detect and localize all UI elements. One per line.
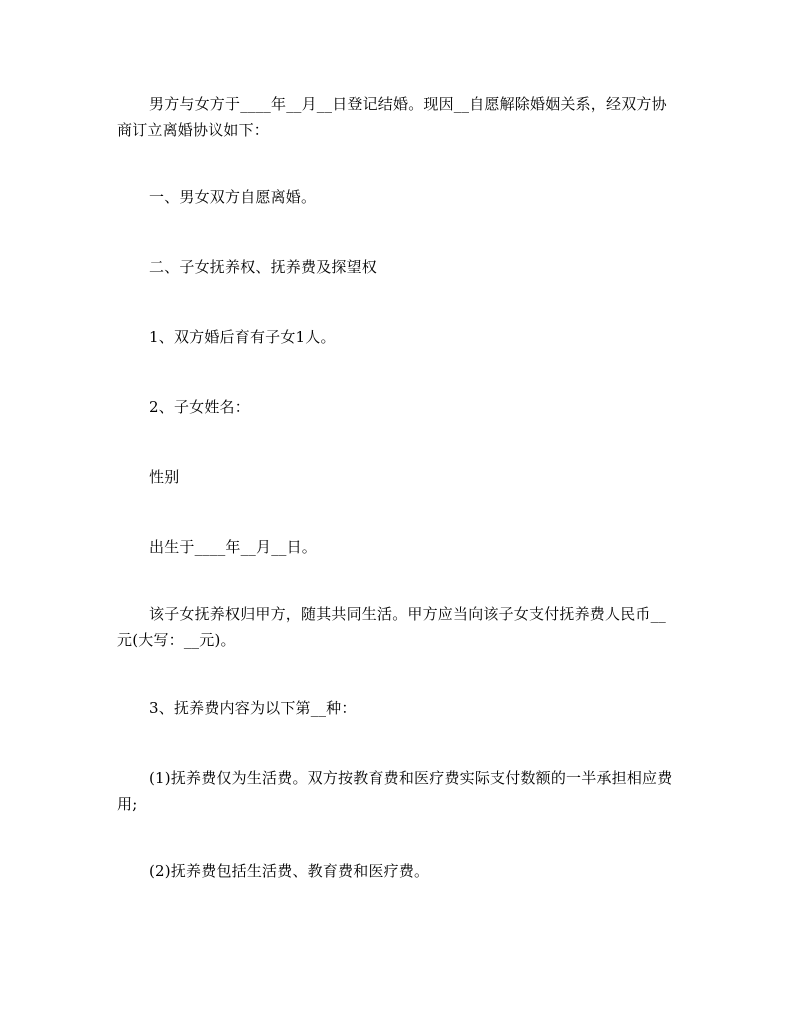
item-support-type: 3、抚养费内容为以下第__种： (149, 699, 357, 717)
option-living-expenses-only: (1)抚养费仅为生活费。双方按教育费和医疗费实际支付数额的一半承担相应费用; (117, 769, 673, 813)
clause-voluntary-divorce: 一、男女双方自愿离婚。 (149, 188, 317, 206)
clause-child-custody-heading: 二、子女抚养权、抚养费及探望权 (149, 258, 378, 276)
item-child-gender: 性别 (149, 468, 180, 486)
option-all-expenses: (2)抚养费包括生活费、教育费和医疗费。 (149, 862, 430, 880)
item-child-birthdate: 出生于____年__月__日。 (149, 538, 318, 556)
paragraph-marriage-registration: 男方与女方于____年__月__日登记结婚。现因__自愿解除婚姻关系，经双方协商订立离婚协议如下： (117, 95, 667, 139)
item-child-name: 2、子女姓名： (149, 398, 250, 416)
paragraph-custody-support: 该子女抚养权归甲方，随其共同生活。甲方应当向该子女支付抚养费人民币__元(大写：__元)。 (117, 605, 667, 649)
item-children-count: 1、双方婚后育有子女1人。 (149, 328, 336, 346)
